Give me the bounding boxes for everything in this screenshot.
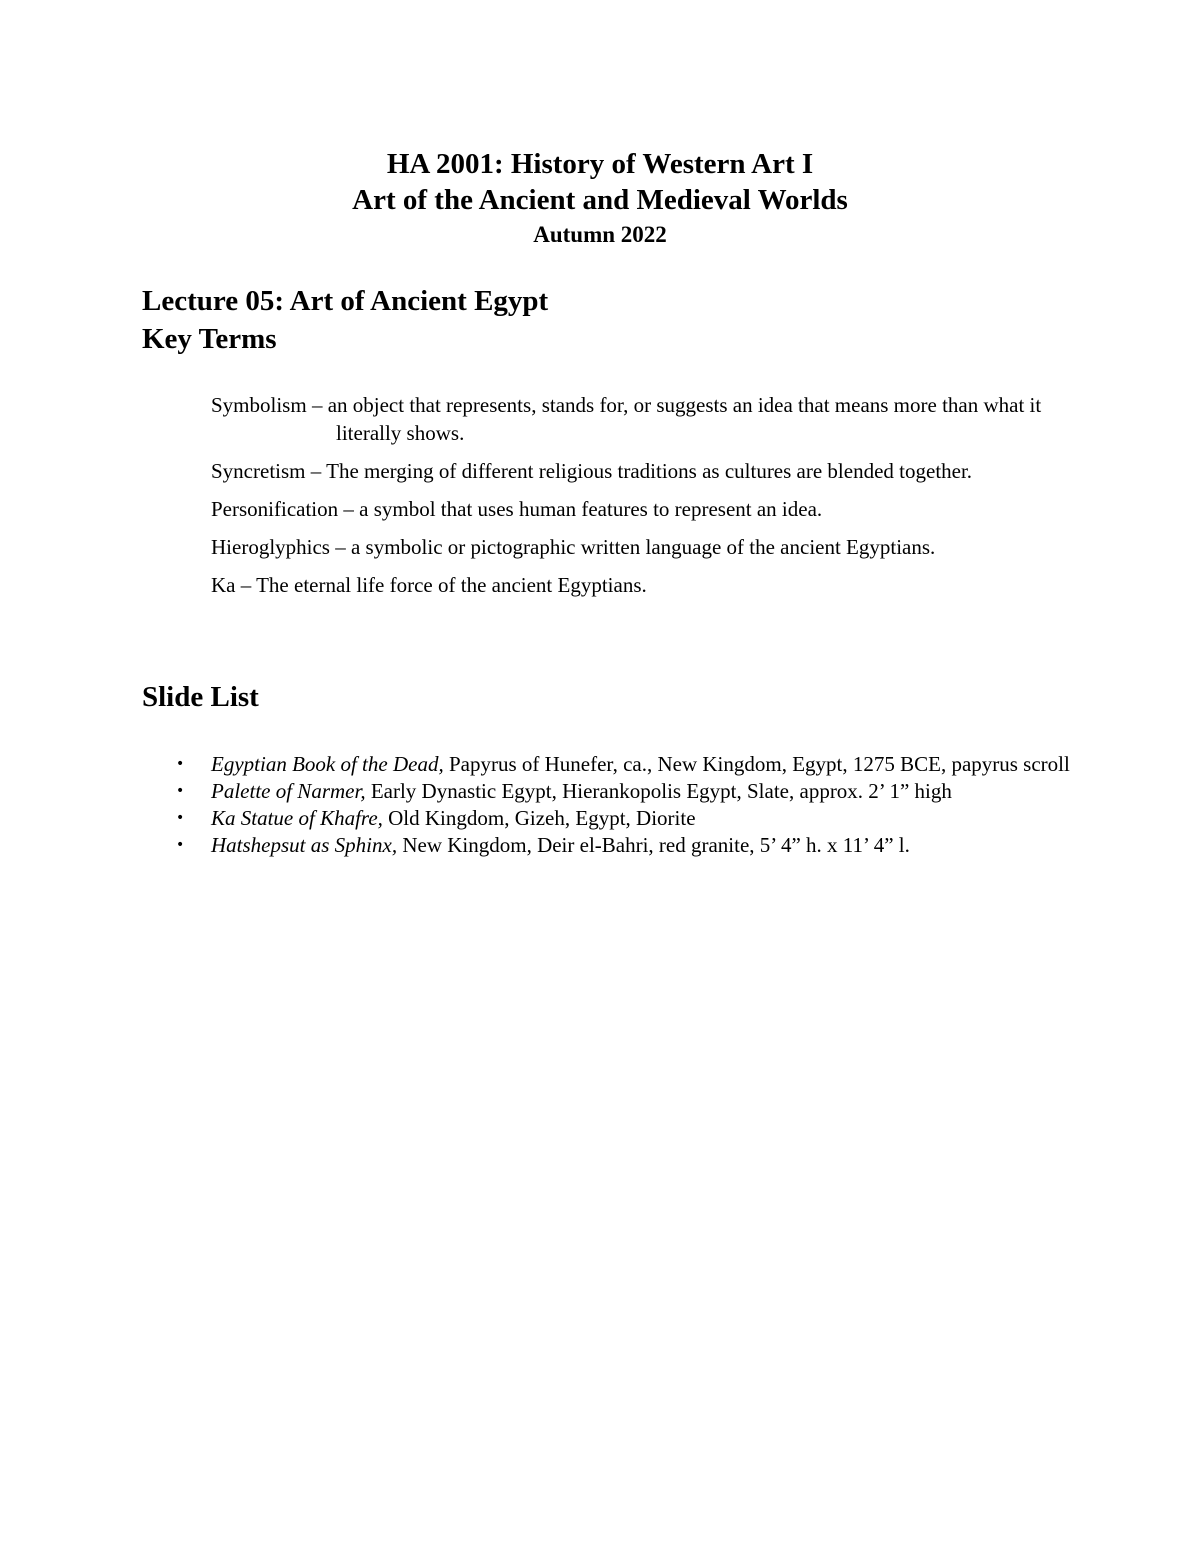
key-term: Syncretism – The merging of different religious traditions as cultures are blended together. (211, 459, 973, 483)
artwork-title: Palette of Narmer, (211, 779, 366, 803)
key-terms-heading: Key Terms (142, 323, 277, 355)
artwork-details: Early Dynastic Egypt, Hierankopolis Egypt, Slate, approx. 2’ 1” high (365, 779, 952, 803)
lecture-title: Lecture 05: Art of Ancient Egypt (142, 285, 549, 317)
list-item (176, 778, 1076, 805)
course-subtitle: Art of the Ancient and Medieval Worlds (352, 184, 848, 216)
key-term: Symbolism – an object that represents, stands for, or suggests an idea that means more than what it literally shows. (211, 393, 1042, 445)
artwork-details: Papyrus of Hunefer, ca., New Kingdom, Egypt, 1275 BCE, papyrus scroll (443, 752, 1070, 776)
course-title: HA 2001: History of Western Art I (386, 148, 814, 180)
key-term: Personification – a symbol that uses human features to represent an idea. (211, 497, 823, 521)
key-term: Ka – The eternal life force of the ancient Egyptians. (211, 573, 647, 597)
bullet-icon: • (176, 810, 185, 826)
slide-list (176, 751, 1076, 859)
bullet-icon: • (176, 837, 185, 853)
key-terms-list (211, 391, 1071, 609)
artwork-title: Hatshepsut as Sphinx, (211, 833, 398, 857)
title-block (0, 146, 1200, 250)
course-term: Autumn 2022 (533, 222, 667, 247)
slide-list-heading: Slide List (142, 681, 259, 713)
artwork-title: Egyptian Book of the Dead, (211, 752, 444, 776)
artwork-title: Ka Statue of Khafre, (211, 806, 383, 830)
key-term: Hieroglyphics – a symbolic or pictographic written language of the ancient Egyptians. (211, 535, 936, 559)
list-item (176, 832, 1076, 859)
bullet-icon: • (176, 756, 185, 772)
list-item (176, 805, 1076, 832)
artwork-details: New Kingdom, Deir el-Bahri, red granite, 5’ 4” h. x 11’ 4” l. (397, 833, 910, 857)
bullet-icon: • (176, 783, 185, 799)
artwork-details: Old Kingdom, Gizeh, Egypt, Diorite (382, 806, 696, 830)
list-item (176, 751, 1076, 778)
